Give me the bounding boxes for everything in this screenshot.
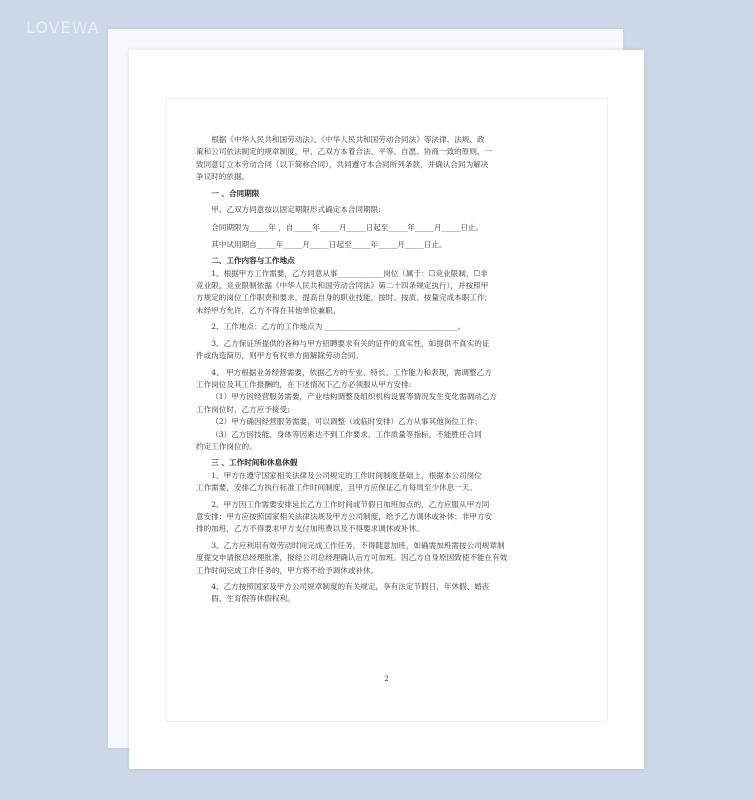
text-line: 3、乙方应利用有效劳动时间完成工作任务，不得随意加班，如确需加班需按公司规章制 — [211, 540, 505, 550]
text-line: 工作岗位时，乙方应予接受; — [196, 404, 290, 414]
text-line: 争议时的依据。 — [196, 172, 250, 182]
text-line: 2、工作地点：乙方的工作地点为 ___________________________________。 — [211, 322, 466, 332]
section-heading: 三 、工作时间和休息休假 — [211, 458, 298, 468]
text-line: 度提交申请报总经理批准，报经公司总经理确认后方可加班。因乙方自身原因致使不能在有效 — [196, 553, 508, 563]
text-line: 件或伪造简历，则甲方有权单方面解除劳动合同。 — [196, 351, 364, 361]
text-line: 致同意订立本劳动合同（以下简称合同），共同遵守本合同所列条款，并确认合同为解决 — [196, 159, 489, 169]
text-line: 4、 甲方根据业务经营需要，依据乙方的专业、特长、工作能力和表现，需调整乙方 — [211, 367, 492, 377]
text-line: 工作岗位及其工作报酬的，在下述情况下乙方必须服从甲方安排: — [196, 379, 412, 389]
text-line: 甲、乙双方同意按以固定期限形式确定本合同期限: — [211, 205, 381, 215]
text-line: 工作需要，安排乙方执行标准工作时间制度，且甲方应保证乙方每周至少休息一天。 — [196, 483, 477, 493]
watermark-text: LOVEWA — [26, 18, 100, 37]
section-heading: 二、工作内容与工作地点 — [211, 256, 295, 266]
text-line: 1、甲方在遵守国家相关法律及公司规定的工作时间制度基础上，根据本公司岗位 — [211, 470, 482, 480]
text-line: 根据《中华人民共和国劳动法》、《中华人民共和国劳动合同法》等法律、法规、政 — [211, 135, 485, 144]
text-line: 2、甲方因工作需要安排延长乙方工作时间或节假日加班加点的，乙方应服从甲方同 — [211, 499, 490, 509]
document-page — [129, 50, 644, 769]
document-body — [196, 134, 579, 606]
page-number: 2 — [384, 675, 389, 683]
text-line: 其中试用期自_____年_____月_____日起至_____年_____月_____日止。 — [211, 239, 447, 249]
text-line: 竞业限。竞业限制依据《中华人民共和国劳动合同法》第二十四条规定执行），并按照甲 — [196, 281, 489, 291]
text-line: 假、生育假等休假权利。 — [211, 594, 295, 604]
text-line: （2）甲方确因经营服务需要，可以调整（或临时安排）乙方从事其他岗位工作； — [211, 417, 482, 427]
text-line: 约定工作岗位的。 — [196, 441, 257, 451]
text-line: 意安排；甲方应按照国家相关法律法规及甲方公司制度，给予乙方调休或补休；非甲方安 — [196, 511, 493, 521]
text-line: （3）乙方因技能、身体等因素达不到工作要求、工作质量等指标，不能胜任合同 — [211, 429, 482, 439]
text-line: 方规定的岗位工作职责和要求，提高自身的职业技能，按时、按质、按量完成本职工作; — [196, 293, 488, 303]
section-heading: 一 、合同期限 — [211, 188, 260, 198]
text-line: 未经甲方允许，乙方不得在其他单位兼职。 — [196, 305, 341, 315]
text-line: （1）甲方因经营服务需要，产业结构调整及组织机构设置等情况发生变化需调动乙方 — [211, 392, 497, 402]
text-line: 4、乙方按照国家及甲方公司规章制度的有关规定，享有法定节假日，年休假、婚丧 — [211, 582, 490, 591]
text-line: 3、乙方保证所提供的各种与甲方招聘要求有关的证件的真实性，如提供不真实的证 — [211, 338, 490, 348]
text-line: 合同期限为_____年 ，自_____年_____月_____日起至_____年_____月_____日止。 — [211, 223, 484, 233]
text-line: 策和公司依法制定的规章制度，甲、乙双方本着合法、平等、自愿、协商一致的原则，一 — [196, 147, 493, 157]
text-line: 工作时间完成工作任务的，甲方将不给予调休或补休。 — [196, 565, 379, 575]
text-line: 1、根据甲方工作需要，乙方同意从事____________岗位（属于：☐竞业限制，☐非 — [211, 268, 488, 278]
text-line: 排的加班，乙方不得要求甲方支付加班费以及不得要求调休或补休。 — [196, 524, 424, 534]
